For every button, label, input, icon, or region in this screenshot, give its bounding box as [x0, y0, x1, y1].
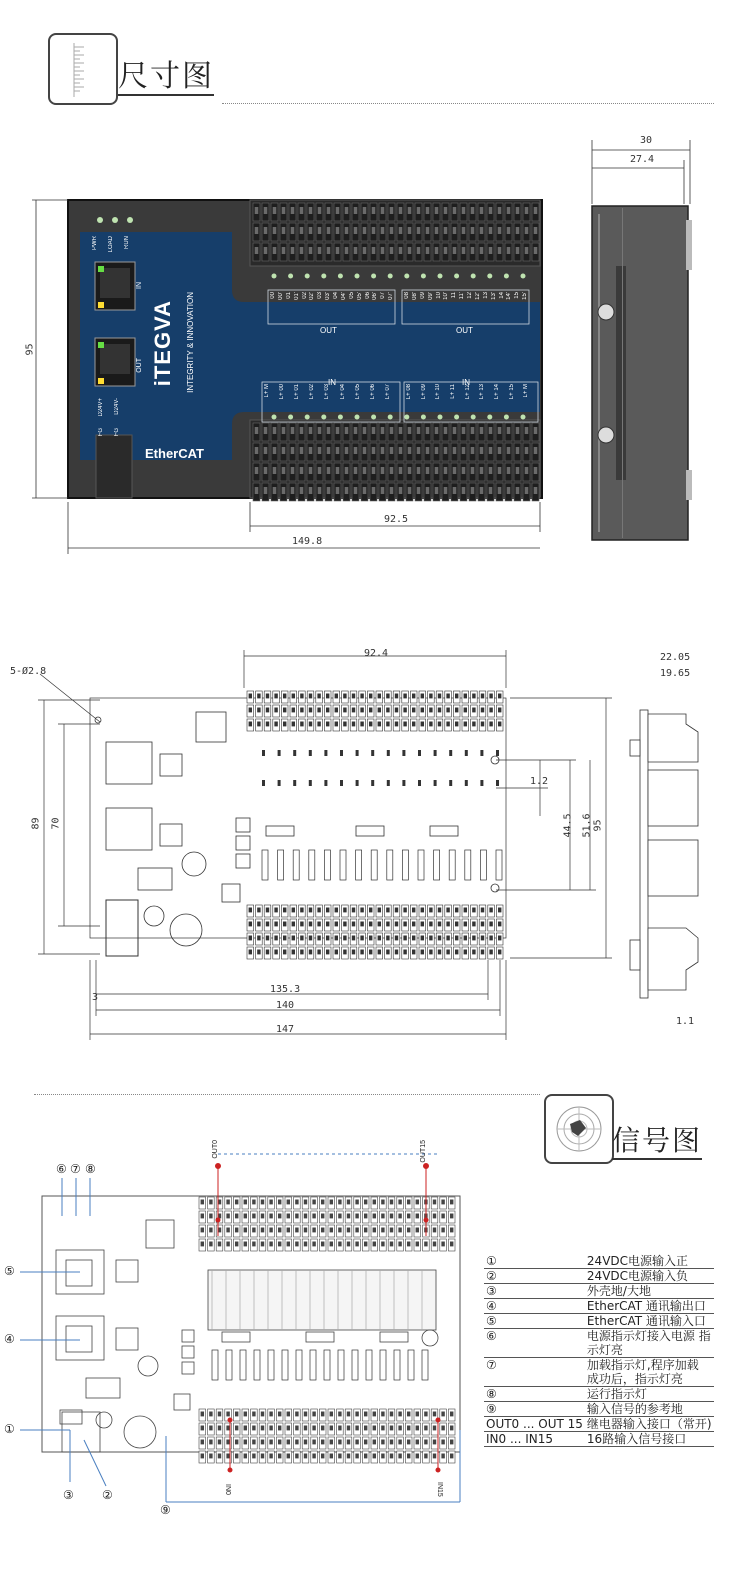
out-low-labels — [270, 292, 396, 324]
legend-row — [484, 1432, 714, 1447]
signal-icon — [544, 1094, 614, 1164]
terminal-label: 08' — [411, 292, 418, 300]
callout-8: ⑧ — [85, 1162, 96, 1176]
terminal-label: 15' — [522, 292, 529, 300]
legend-desc: EtherCAT 通讯输出口 — [586, 1299, 706, 1313]
legend-key: ③ — [486, 1284, 497, 1298]
terminal-label: L+ 03 — [324, 384, 331, 400]
ethercat-logo: EtherCAT — [145, 446, 204, 461]
terminal-label: 09' — [427, 292, 434, 300]
dim-hole: 5-Ø2.8 — [10, 666, 47, 677]
in-high-labels — [406, 384, 538, 422]
pcb-side-drawing — [626, 700, 716, 1030]
terminal-label: L+ M — [523, 384, 530, 398]
legend-key: ④ — [486, 1299, 497, 1313]
terminal-label: L+ 08 — [406, 384, 412, 400]
legend-row — [484, 1402, 714, 1417]
terminal-label: 11 — [451, 292, 458, 299]
callout-5: ⑤ — [4, 1264, 15, 1278]
dim-pcb-top: 92.4 — [364, 648, 389, 659]
terminal-label: L+ 02 — [309, 384, 316, 400]
terminal-label: 15 — [514, 292, 521, 299]
dim-height-95: 95 — [24, 343, 36, 356]
legend-desc: EtherCAT 通讯输入口 — [586, 1314, 706, 1328]
terminal-label: L+ 11 — [450, 384, 456, 399]
legend-desc: 加载指示灯,程序加载 成功后，指示灯亮 — [586, 1358, 699, 1386]
side-view-drawing — [586, 130, 706, 550]
terminal-label: L+ 05 — [354, 384, 361, 400]
port-out-label: OUT — [136, 358, 143, 373]
legend-row — [484, 1269, 714, 1284]
legend-key: ⑦ — [486, 1358, 497, 1372]
terminal-label: L+ M — [264, 384, 270, 398]
terminal-label: 00 — [270, 292, 276, 299]
terminal-label: 07 — [380, 292, 387, 299]
section-title-dimensions: 尺寸图 — [118, 59, 214, 94]
terminal-label: 02 — [301, 292, 308, 299]
dim-pcb-d12: 1.2 — [530, 776, 549, 787]
dim-pcb-w1353: 135.3 — [270, 984, 301, 995]
terminal-label: L+ 12 — [464, 384, 471, 400]
legend-row — [484, 1284, 714, 1299]
terminal-label: 04' — [340, 292, 347, 300]
dim-side-top2: 19.65 — [660, 668, 691, 679]
label-out0: OUT0 — [212, 1140, 219, 1159]
legend-key: IN0 ... IN15 — [486, 1432, 554, 1446]
brand-logo: iTEGVA — [150, 300, 175, 387]
terminal-label: 03' — [325, 292, 332, 300]
label-in0: IN0 — [224, 1484, 231, 1495]
divider-signal — [34, 1094, 540, 1095]
dim-pcb-d516: 51.6 — [581, 813, 593, 838]
legend-key: ⑤ — [486, 1314, 497, 1328]
terminal-label: 01 — [285, 292, 292, 299]
legend-desc: 16路输入信号接口 — [586, 1432, 687, 1446]
out-group-label-high: OUT — [456, 326, 473, 335]
dim-pcb-w147: 147 — [276, 1024, 295, 1035]
legend-key: ⑥ — [486, 1329, 497, 1343]
terminal-label: L+ 13 — [479, 384, 486, 400]
dim-total-width: 149.8 — [292, 536, 323, 547]
dim-side-top1: 22.05 — [660, 652, 691, 663]
ruler-icon — [48, 33, 118, 105]
terminal-label: 10 — [435, 292, 442, 299]
legend-row — [484, 1387, 714, 1402]
in-low-labels — [264, 384, 400, 422]
dim-side-outer: 30 — [640, 135, 653, 146]
port-in-label: IN — [136, 282, 143, 289]
legend-desc: 24VDC电源输入正 — [586, 1254, 689, 1268]
callout-9: ⑨ — [160, 1503, 171, 1517]
terminal-label: 01' — [293, 292, 300, 300]
terminal-label: 10' — [443, 292, 450, 300]
in-group-label-low: IN — [328, 378, 336, 387]
legend-key: ⑨ — [486, 1402, 497, 1416]
dim-pcb-h95: 95 — [592, 819, 604, 832]
dim-pcb-h89: 89 — [30, 817, 42, 830]
label-in15: IN15 — [436, 1482, 443, 1497]
dim-side-bottom: 1.1 — [676, 1016, 695, 1027]
dim-side-inner: 27.4 — [630, 154, 655, 165]
terminal-label: 13' — [490, 292, 497, 300]
legend-key: ① — [486, 1254, 497, 1268]
led-label-pwr: PWR — [92, 236, 98, 250]
legend-key: ② — [486, 1269, 497, 1283]
in-group-label-high: IN — [462, 378, 470, 387]
led-label-load: LOAD — [108, 236, 114, 253]
terminal-label: 02' — [309, 292, 316, 300]
label-out15: OUT15 — [420, 1140, 427, 1163]
ruler-graphic — [50, 35, 116, 103]
legend-row — [484, 1254, 714, 1269]
terminal-label: L+ 09 — [420, 384, 427, 400]
front-view-drawing — [0, 120, 560, 570]
terminal-label: 05 — [348, 292, 355, 299]
terminal-label: 00' — [277, 292, 284, 300]
legend-row — [484, 1417, 714, 1432]
terminal-label: 12' — [474, 292, 481, 300]
terminal-label: 12 — [467, 292, 473, 299]
power-label-fg2: FG — [114, 428, 120, 437]
callout-3: ③ — [63, 1488, 74, 1502]
terminal-label: 06' — [372, 292, 379, 300]
legend-row — [484, 1358, 714, 1387]
legend-desc: 外壳地/大地 — [586, 1284, 651, 1298]
terminal-label: 08 — [404, 292, 410, 299]
terminal-label: L+ 06 — [369, 384, 376, 400]
terminal-label: 05' — [356, 292, 363, 300]
legend-key: ⑧ — [486, 1387, 497, 1401]
power-label-fg1: FG — [98, 428, 104, 437]
signal-diagram — [0, 1140, 480, 1520]
legend-desc: 24VDC电源输入负 — [586, 1269, 689, 1283]
legend-desc: 继电器输入接口（常开) — [586, 1417, 712, 1431]
power-label-d24v-plus: D24V+ — [98, 398, 104, 417]
terminal-label: 14' — [506, 292, 513, 300]
terminal-label: L+ 00 — [279, 384, 286, 400]
terminal-label: 07' — [388, 292, 395, 300]
terminal-label: L+ 14 — [494, 384, 500, 400]
brand-slogan: INTEGRITY & INNOVATION — [186, 292, 195, 393]
signal-legend-table — [484, 1254, 714, 1447]
device-leds — [92, 236, 142, 256]
callout-7: ⑦ — [70, 1162, 81, 1176]
callout-4: ④ — [4, 1332, 15, 1346]
out-group-label-low: OUT — [320, 326, 337, 335]
terminal-label: L+ 04 — [339, 384, 346, 400]
terminal-label: L+ 15 — [508, 384, 515, 400]
terminal-label: 03 — [317, 292, 324, 299]
legend-row — [484, 1314, 714, 1329]
led-label-run: RUN — [124, 236, 130, 249]
dim-pcb-w140: 140 — [276, 1000, 295, 1011]
terminal-label: 14 — [498, 292, 505, 299]
terminal-label: 11' — [459, 292, 466, 300]
terminal-label: 04 — [333, 292, 339, 299]
dim-pcb-left: 3 — [92, 992, 99, 1003]
terminal-label: L+ 07 — [384, 384, 391, 400]
legend-key: OUT0 ... OUT 15 — [486, 1417, 583, 1431]
terminal-label: L+ 10 — [435, 384, 442, 400]
callout-1: ① — [4, 1422, 15, 1436]
divider — [222, 103, 714, 104]
terminal-label: 06 — [364, 292, 371, 299]
dim-pcb-d445: 44.5 — [562, 813, 574, 838]
section-title-signal: 信号图 — [612, 1124, 702, 1160]
legend-desc: 输入信号的参考地 — [586, 1402, 683, 1416]
dim-terminal-width: 92.5 — [384, 514, 409, 525]
callout-6: ⑥ — [56, 1162, 67, 1176]
terminal-label: 09 — [419, 292, 426, 299]
legend-row — [484, 1299, 714, 1314]
out-high-labels — [404, 292, 530, 324]
terminal-label: 13 — [482, 292, 489, 299]
legend-desc: 电源指示灯接入电源 指示灯亮 — [586, 1329, 711, 1357]
radar-graphic — [546, 1096, 612, 1162]
legend-desc: 运行指示灯 — [586, 1387, 647, 1401]
callout-2: ② — [102, 1488, 113, 1502]
terminal-label: L+ 01 — [294, 384, 301, 400]
dim-pcb-h70: 70 — [50, 817, 62, 830]
power-label-d24v-minus: D24V- — [114, 398, 120, 415]
legend-row — [484, 1329, 714, 1358]
